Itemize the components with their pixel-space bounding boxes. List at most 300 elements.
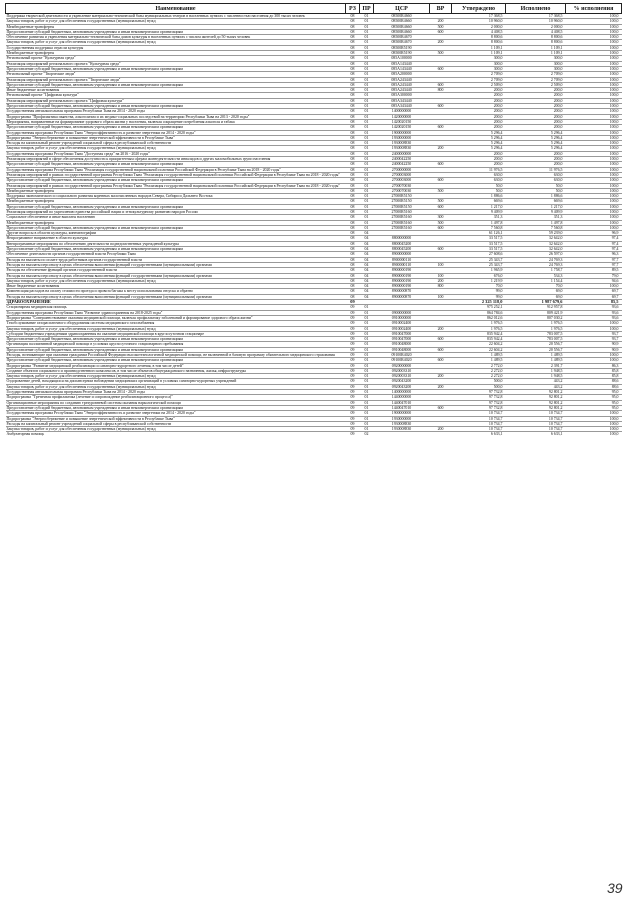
cell-rz: 08 bbox=[346, 252, 360, 257]
cell-name: Закупка товаров, работ и услуг для обеспечения государственных (муниципальных) нужд bbox=[6, 278, 346, 283]
cell-pr: 01 bbox=[360, 220, 374, 225]
cell-pr: 01 bbox=[360, 215, 374, 220]
cell-csr: 08500R5190 bbox=[374, 51, 430, 56]
cell-csr: 085A243440 bbox=[374, 88, 430, 93]
cell-approved: 200,0 bbox=[452, 98, 506, 103]
cell-pr: 01 bbox=[360, 88, 374, 93]
cell-name: Стационарная медицинская помощь bbox=[6, 305, 346, 310]
cell-rz: 09 bbox=[346, 411, 360, 416]
cell-executed: 1 109,1 bbox=[506, 45, 566, 50]
cell-rz: 08 bbox=[346, 104, 360, 109]
cell-csr: 09100R4020 bbox=[374, 353, 430, 358]
cell-rz: 08 bbox=[346, 236, 360, 241]
cell-csr: 0920043200 bbox=[374, 379, 430, 384]
cell-rz: 09 bbox=[346, 347, 360, 352]
cell-csr: 1420020150 bbox=[374, 125, 430, 130]
cell-csr: 8800000000 bbox=[374, 236, 430, 241]
cell-approved: 99,0 bbox=[452, 294, 506, 299]
cell-executed: 1 948,5 bbox=[506, 374, 566, 379]
cell-percent: 95,0 bbox=[566, 395, 622, 400]
cell-executed: 24 769,3 bbox=[506, 262, 566, 267]
cell-rz: 08 bbox=[346, 241, 360, 246]
cell-rz: 08 bbox=[346, 56, 360, 61]
cell-vr: 600 bbox=[430, 247, 452, 252]
cell-pr: 01 bbox=[360, 199, 374, 204]
cell-pr: 04 bbox=[360, 284, 374, 289]
cell-pr: 01 bbox=[360, 19, 374, 24]
cell-percent: 100,0 bbox=[566, 432, 622, 437]
cell-csr: 08500R5190 bbox=[374, 45, 430, 50]
cell-rz: 08 bbox=[346, 98, 360, 103]
cell-percent: 100,0 bbox=[566, 135, 622, 140]
cell-rz: 08 bbox=[346, 66, 360, 71]
cell-csr: 27000R5160 bbox=[374, 215, 430, 220]
cell-csr: 1930000000 bbox=[374, 135, 430, 140]
cell-csr: 8800045200 bbox=[374, 247, 430, 252]
cell-pr: 02 bbox=[360, 432, 374, 437]
cell-csr: 8800045200 bbox=[374, 241, 430, 246]
cell-pr: 01 bbox=[360, 82, 374, 87]
cell-percent: 100,0 bbox=[566, 72, 622, 77]
cell-pr: 04 bbox=[360, 289, 374, 294]
cell-pr: 01 bbox=[360, 130, 374, 135]
cell-pr: 01 bbox=[360, 178, 374, 183]
cell-approved: 835 942,4 bbox=[452, 337, 506, 342]
cell-vr: 600 bbox=[430, 405, 452, 410]
cell-csr: 085A300000 bbox=[374, 93, 430, 98]
cell-executed: 26 597,0 bbox=[506, 252, 566, 257]
cell-csr: 1400000000 bbox=[374, 390, 430, 395]
cell-name: Расходы на капитальный ремонт учреждений социальной сферы в республиканской собственности bbox=[6, 421, 346, 426]
cell-name: ЗДРАВООХРАНЕНИЕ bbox=[6, 300, 346, 305]
cell-rz: 09 bbox=[346, 358, 360, 363]
cell-percent: 90,9 bbox=[566, 347, 622, 352]
cell-percent: 100,0 bbox=[566, 109, 622, 114]
cell-rz: 09 bbox=[346, 390, 360, 395]
cell-vr: 600 bbox=[430, 337, 452, 342]
cell-percent: 100,0 bbox=[566, 427, 622, 432]
cell-rz: 08 bbox=[346, 172, 360, 177]
cell-approved: 200,0 bbox=[452, 104, 506, 109]
cell-approved: 300,0 bbox=[452, 61, 506, 66]
cell-csr: 2700003000 bbox=[374, 172, 430, 177]
cell-approved: 4 408,5 bbox=[452, 29, 506, 34]
cell-name: Амбулаторная помощь bbox=[6, 432, 346, 437]
cell-vr: 100 bbox=[430, 262, 452, 267]
cell-vr: 600 bbox=[430, 178, 452, 183]
cell-rz: 09 bbox=[346, 384, 360, 389]
cell-pr: 04 bbox=[360, 278, 374, 283]
cell-percent: 97,7 bbox=[566, 262, 622, 267]
cell-rz: 09 bbox=[346, 368, 360, 373]
cell-name: Закупка товаров, работ и услуг для обеспечения государственных (муниципальных) нужд bbox=[6, 374, 346, 379]
cell-executed: 443,2 bbox=[506, 384, 566, 389]
cell-approved: 1 109,1 bbox=[452, 51, 506, 56]
cell-approved: 99,0 bbox=[452, 289, 506, 294]
cell-vr: 800 bbox=[430, 284, 452, 289]
cell-csr: 1930000000 bbox=[374, 416, 430, 421]
cell-percent: 100,0 bbox=[566, 162, 622, 167]
cell-rz: 09 bbox=[346, 421, 360, 426]
cell-name: Предоставление субсидий бюджетным, автономным учреждениям и иным некоммерческим организациям bbox=[6, 66, 346, 71]
cell-pr: 01 bbox=[360, 379, 374, 384]
cell-executed: 443,2 bbox=[506, 379, 566, 384]
cell-pr: 04 bbox=[360, 257, 374, 262]
cell-vr: 200 bbox=[430, 40, 452, 45]
cell-pr: 04 bbox=[360, 252, 374, 257]
cell-name: Расходы на обеспечение функций органов государственной власти bbox=[6, 268, 346, 273]
cell-executed: 92 801,2 bbox=[506, 395, 566, 400]
cell-csr: 085A243440 bbox=[374, 82, 430, 87]
cell-rz: 08 bbox=[346, 268, 360, 273]
cell-approved: 1 489,5 bbox=[452, 358, 506, 363]
cell-executed: 2 509,0 bbox=[506, 82, 566, 87]
cell-approved: 200,0 bbox=[452, 93, 506, 98]
cell-name: Межбюджетные трансферты bbox=[6, 199, 346, 204]
cell-csr: 08500R4660 bbox=[374, 29, 430, 34]
cell-executed: 534,3 bbox=[506, 273, 566, 278]
cell-pr: 01 bbox=[360, 416, 374, 421]
cell-pr: 01 bbox=[360, 104, 374, 109]
cell-pr: 01 bbox=[360, 188, 374, 193]
cell-rz: 09 bbox=[346, 305, 360, 310]
cell-approved: 200,0 bbox=[452, 151, 506, 156]
cell-executed: 5 296,4 bbox=[506, 141, 566, 146]
cell-executed: 59 239,0 bbox=[506, 231, 566, 236]
cell-name: Обеспечение деятельности органов государственной власти Республики Тыва bbox=[6, 252, 346, 257]
cell-pr: 04 bbox=[360, 273, 374, 278]
cell-executed: 300,0 bbox=[506, 66, 566, 71]
cell-approved: 50,0 bbox=[452, 183, 506, 188]
cell-approved: 10 734,7 bbox=[452, 416, 506, 421]
cell-rz: 08 bbox=[346, 257, 360, 262]
cell-pr: 04 bbox=[360, 268, 374, 273]
cell-pr: 01 bbox=[360, 162, 374, 167]
cell-rz: 08 bbox=[346, 215, 360, 220]
cell-approved: 33 517,5 bbox=[452, 241, 506, 246]
budget-execution-table bbox=[5, 3, 622, 437]
cell-pr: 04 bbox=[360, 247, 374, 252]
cell-percent: 96,3 bbox=[566, 252, 622, 257]
cell-executed: 200,0 bbox=[506, 125, 566, 130]
cell-approved: 97 732,8 bbox=[452, 400, 506, 405]
cell-executed: 2 709,0 bbox=[506, 72, 566, 77]
cell-percent: 100,0 bbox=[566, 225, 622, 230]
cell-name: Государственная антиалкогольная программа Республики Тыва на 2014 - 2020 годы bbox=[6, 109, 346, 114]
cell-csr: 0910047000 bbox=[374, 331, 430, 336]
cell-pr: 01 bbox=[360, 172, 374, 177]
cell-rz: 08 bbox=[346, 88, 360, 93]
cell-approved: 200,0 bbox=[452, 157, 506, 162]
cell-name: Предоставление субсидий бюджетным, автономным учреждениям и иным некоммерческим организациям bbox=[6, 405, 346, 410]
cell-csr: 8900000000 bbox=[374, 252, 430, 257]
cell-vr: 100 bbox=[430, 273, 452, 278]
cell-executed: 200,0 bbox=[506, 109, 566, 114]
cell-name: Межбюджетные трансферты bbox=[6, 220, 346, 225]
cell-pr: 04 bbox=[360, 294, 374, 299]
cell-executed: 783 007,5 bbox=[506, 337, 566, 342]
cell-pr: 01 bbox=[360, 14, 374, 19]
cell-csr: 0910047000 bbox=[374, 337, 430, 342]
cell-csr: 2700003000 bbox=[374, 178, 430, 183]
cell-approved: 300,0 bbox=[452, 66, 506, 71]
cell-percent: 100,0 bbox=[566, 157, 622, 162]
cell-rz: 08 bbox=[346, 114, 360, 119]
cell-csr: 09100R4020 bbox=[374, 358, 430, 363]
cell-csr: 08500R4660 bbox=[374, 24, 430, 29]
cell-executed: 1 497,8 bbox=[506, 220, 566, 225]
cell-pr: 01 bbox=[360, 24, 374, 29]
cell-executed: 1 489,5 bbox=[506, 358, 566, 363]
cell-pr: 01 bbox=[360, 77, 374, 82]
cell-csr: 085A343440 bbox=[374, 104, 430, 109]
cell-name: Непрограммное направление в области культуры bbox=[6, 236, 346, 241]
cell-percent: 88,6 bbox=[566, 384, 622, 389]
cell-rz: 08 bbox=[346, 194, 360, 199]
cell-pr: 01 bbox=[360, 93, 374, 98]
cell-pr: 01 bbox=[360, 167, 374, 172]
cell-name: Субсидии бюджетным учреждениям здравоохранения на оказание медицинской помощи в круглосуточном стационаре bbox=[6, 331, 346, 336]
cell-percent: 100,0 bbox=[566, 104, 622, 109]
cell-percent: 100,0 bbox=[566, 130, 622, 135]
cell-executed: 200,0 bbox=[506, 119, 566, 124]
cell-percent: 100,0 bbox=[566, 183, 622, 188]
cell-approved: 97 732,8 bbox=[452, 395, 506, 400]
cell-vr: 200 bbox=[430, 384, 452, 389]
cell-csr: 2700070030 bbox=[374, 188, 430, 193]
cell-name: Предоставление субсидий бюджетным, автономным учреждениям и иным некоммерческим организациям bbox=[6, 162, 346, 167]
cell-rz: 08 bbox=[346, 188, 360, 193]
cell-rz: 09 bbox=[346, 363, 360, 368]
cell-csr: 27000R5160 bbox=[374, 209, 430, 214]
cell-csr: 27000R5160 bbox=[374, 225, 430, 230]
cell-csr: 085A100000 bbox=[374, 56, 430, 61]
cell-approved: 200,0 bbox=[452, 162, 506, 167]
cell-approved: 1 219,9 bbox=[452, 278, 506, 283]
cell-approved: 11 976,5 bbox=[452, 167, 506, 172]
cell-rz: 08 bbox=[346, 125, 360, 130]
cell-csr: 1400000000 bbox=[374, 109, 430, 114]
cell-percent: 100,0 bbox=[566, 119, 622, 124]
cell-name: Региональный проект "Творческие люди" bbox=[6, 72, 346, 77]
cell-csr bbox=[374, 432, 430, 437]
cell-executed: 5 296,4 bbox=[506, 146, 566, 151]
cell-name: Предоставление субсидий бюджетным, автономным учреждениям и иным некоммерческим организациям bbox=[6, 29, 346, 34]
cell-percent: 100,0 bbox=[566, 51, 622, 56]
cell-approved: 33 517,5 bbox=[452, 247, 506, 252]
cell-name: Межбюджетные трансферты bbox=[6, 51, 346, 56]
cell-name: Закупка товаров, работ и услуг для обеспечения государственных (муниципальных) нужд bbox=[6, 326, 346, 331]
cell-executed: 10 960,0 bbox=[506, 19, 566, 24]
cell-name: Государственная программа Республики Тыва "Доступная среда" на 2016 - 2020 годы" bbox=[6, 151, 346, 156]
cell-percent: 96,9 bbox=[566, 231, 622, 236]
cell-vr: 500 bbox=[430, 220, 452, 225]
cell-approved: 1 109,1 bbox=[452, 45, 506, 50]
cell-name: Закупка товаров, работ и услуг для обеспечения государственных (муниципальных) нужд bbox=[6, 40, 346, 45]
cell-approved: 1 886,6 bbox=[452, 194, 506, 199]
cell-pr: 01 bbox=[360, 390, 374, 395]
cell-name: Предоставление субсидий бюджетным, автономным учреждениям и иным некоммерческим организациям bbox=[6, 247, 346, 252]
cell-rz: 08 bbox=[346, 231, 360, 236]
cell-rz: 09 bbox=[346, 400, 360, 405]
cell-rz: 08 bbox=[346, 183, 360, 188]
cell-executed: 300,0 bbox=[506, 56, 566, 61]
table-header-row bbox=[6, 4, 622, 14]
cell-name: Организация паллиативной медицинской помощи в условиях круглосуточного стационарного пребывания bbox=[6, 342, 346, 347]
cell-percent: 100,0 bbox=[566, 321, 622, 326]
cell-approved: 2 709,0 bbox=[452, 77, 506, 82]
cell-approved: 630,0 bbox=[452, 172, 506, 177]
cell-pr: 01 bbox=[360, 29, 374, 34]
cell-rz: 08 bbox=[346, 72, 360, 77]
cell-approved: 864 784,6 bbox=[452, 310, 506, 315]
cell-name: Расходы на выплаты персоналу в целях обеспечения выполнения функций государственными (муниципальными) органами bbox=[6, 273, 346, 278]
cell-name: Закупка товаров, работ и услуг для обеспечения государственных (муниципальных) нужд bbox=[6, 384, 346, 389]
cell-pr: 01 bbox=[360, 151, 374, 156]
cell-vr: 500 bbox=[430, 199, 452, 204]
cell-executed: 1 154,4 bbox=[506, 278, 566, 283]
cell-approved: 50,0 bbox=[452, 188, 506, 193]
cell-approved: 862 012,6 bbox=[452, 315, 506, 320]
cell-percent: 97,7 bbox=[566, 257, 622, 262]
cell-approved: 2 000,0 bbox=[452, 24, 506, 29]
cell-csr: 0920003310 bbox=[374, 368, 430, 373]
cell-pr: 04 bbox=[360, 231, 374, 236]
cell-approved: 10 734,7 bbox=[452, 427, 506, 432]
cell-vr: 200 bbox=[430, 326, 452, 331]
page-number: 39 bbox=[607, 880, 623, 896]
cell-approved: 2 272,0 bbox=[452, 374, 506, 379]
cell-executed: 8 800,6 bbox=[506, 40, 566, 45]
cell-executed: 200,0 bbox=[506, 162, 566, 167]
column-header-vr: ВР bbox=[430, 4, 452, 14]
cell-name: Организационные мероприятия по созданию трехуровневой системы оказания наркологической помощи bbox=[6, 400, 346, 405]
cell-approved: 10 960,0 bbox=[452, 19, 506, 24]
budget-document-page bbox=[5, 3, 621, 437]
cell-rz: 08 bbox=[346, 130, 360, 135]
cell-pr: 01 bbox=[360, 315, 374, 320]
cell-percent: 100,0 bbox=[566, 61, 622, 66]
cell-vr: 500 bbox=[430, 188, 452, 193]
cell-percent: 95,0 bbox=[566, 405, 622, 410]
column-header-executed: Исполнено bbox=[506, 4, 566, 14]
cell-rz: 08 bbox=[346, 146, 360, 151]
cell-executed: 1 987 679,6 bbox=[506, 300, 566, 305]
cell-csr: 1420020150 bbox=[374, 119, 430, 124]
cell-csr: 8900000110 bbox=[374, 257, 430, 262]
cell-csr: 8900000190 bbox=[374, 284, 430, 289]
cell-executed: 69,0 bbox=[506, 294, 566, 299]
cell-vr: 600 bbox=[430, 225, 452, 230]
cell-executed: 200,0 bbox=[506, 88, 566, 93]
cell-executed: 809 421,9 bbox=[506, 310, 566, 315]
cell-name: Техобслуживание газораспаточного оборудования системы медицинского газоснабжения bbox=[6, 321, 346, 326]
cell-name: Реализация мероприятий в сфере обеспечения доступности к приоритетным сферам жизнедеятельности инвалидов и других маломобильных групп населения bbox=[6, 157, 346, 162]
cell-approved: 10 734,7 bbox=[452, 421, 506, 426]
cell-rz: 08 bbox=[346, 109, 360, 114]
cell-csr: 1930008830 bbox=[374, 141, 430, 146]
cell-approved: 22 604,2 bbox=[452, 342, 506, 347]
column-header-pr: ПР bbox=[360, 4, 374, 14]
cell-name: Подпрограмма "Энергосбережение и повышение энергетической эффективности в Республике Тыва" bbox=[6, 135, 346, 140]
cell-pr: 01 bbox=[360, 72, 374, 77]
cell-rz: 08 bbox=[346, 19, 360, 24]
cell-percent: 100,0 bbox=[566, 326, 622, 331]
cell-percent: 100,0 bbox=[566, 82, 622, 87]
cell-percent: 100,0 bbox=[566, 45, 622, 50]
cell-pr: 01 bbox=[360, 310, 374, 315]
cell-executed: 20 556,7 bbox=[506, 347, 566, 352]
cell-csr: 27000R5150 bbox=[374, 194, 430, 199]
cell-csr: 1900000000 bbox=[374, 411, 430, 416]
cell-csr: 8900000110 bbox=[374, 262, 430, 267]
cell-percent: 100,0 bbox=[566, 194, 622, 199]
cell-csr: 1440047010 bbox=[374, 400, 430, 405]
cell-rz: 09 bbox=[346, 405, 360, 410]
cell-executed: 10 734,7 bbox=[506, 427, 566, 432]
cell-csr: 1930008830 bbox=[374, 427, 430, 432]
cell-pr: 01 bbox=[360, 395, 374, 400]
cell-approved: 2 509,0 bbox=[452, 82, 506, 87]
cell-rz: 08 bbox=[346, 45, 360, 50]
cell-pr: 01 bbox=[360, 141, 374, 146]
cell-rz: 08 bbox=[346, 119, 360, 124]
cell-pr: 01 bbox=[360, 326, 374, 331]
cell-csr: 8900000190 bbox=[374, 278, 430, 283]
cell-rz: 09 bbox=[346, 321, 360, 326]
cell-csr: 1930008830 bbox=[374, 146, 430, 151]
cell-executed: 10 734,7 bbox=[506, 411, 566, 416]
cell-csr: 085A243440 bbox=[374, 77, 430, 82]
cell-vr: 200 bbox=[430, 19, 452, 24]
cell-executed: 20 556,7 bbox=[506, 342, 566, 347]
cell-rz: 08 bbox=[346, 141, 360, 146]
cell-executed: 200,0 bbox=[506, 151, 566, 156]
cell-csr: 0920003310 bbox=[374, 374, 430, 379]
cell-vr: 200 bbox=[430, 278, 452, 283]
cell-percent: 100,0 bbox=[566, 215, 622, 220]
cell-vr bbox=[430, 432, 452, 437]
column-header-approved: Утверждено bbox=[452, 4, 506, 14]
cell-executed: 10 734,7 bbox=[506, 421, 566, 426]
cell-executed: 11 976,5 bbox=[506, 167, 566, 172]
cell-name: Межбюджетные трансферты bbox=[6, 24, 346, 29]
cell-rz: 08 bbox=[346, 199, 360, 204]
cell-pr: 01 bbox=[360, 374, 374, 379]
cell-approved: 1 976,5 bbox=[452, 326, 506, 331]
cell-name: Региональный проект "Цифровая культура" bbox=[6, 93, 346, 98]
cell-approved: 97 732,8 bbox=[452, 405, 506, 410]
cell-csr: 8900000870 bbox=[374, 289, 430, 294]
cell-percent: 100,0 bbox=[566, 178, 622, 183]
cell-percent: 100,0 bbox=[566, 114, 622, 119]
cell-pr: 01 bbox=[360, 421, 374, 426]
cell-name: Предоставление субсидий бюджетным, автономным учреждениям и иным некоммерческим организациям bbox=[6, 225, 346, 230]
cell-pr: 01 bbox=[360, 427, 374, 432]
cell-approved: 200,0 bbox=[452, 114, 506, 119]
cell-csr: 27000R5160 bbox=[374, 220, 430, 225]
cell-name: Подпрограмма "Развитие медицинской реабилитации и санаторно-курортного лечения, в том числе детей" bbox=[6, 363, 346, 368]
cell-csr: 085A343440 bbox=[374, 98, 430, 103]
cell-csr: 0910002400 bbox=[374, 326, 430, 331]
cell-name: Предоставление субсидий бюджетным, автономным учреждениям и иным некоммерческим организациям bbox=[6, 358, 346, 363]
cell-csr: 08500R4670 bbox=[374, 35, 430, 40]
cell-pr: 01 bbox=[360, 384, 374, 389]
cell-approved: 351,3 bbox=[452, 215, 506, 220]
cell-name: Закупка товаров, работ и услуг для обеспечения государственных (муниципальных) нужд bbox=[6, 19, 346, 24]
cell-name: Государственная программа Республики Тыва "Развитие здравоохранения на 2018-2025 годы" bbox=[6, 310, 346, 315]
cell-pr: 01 bbox=[360, 331, 374, 336]
